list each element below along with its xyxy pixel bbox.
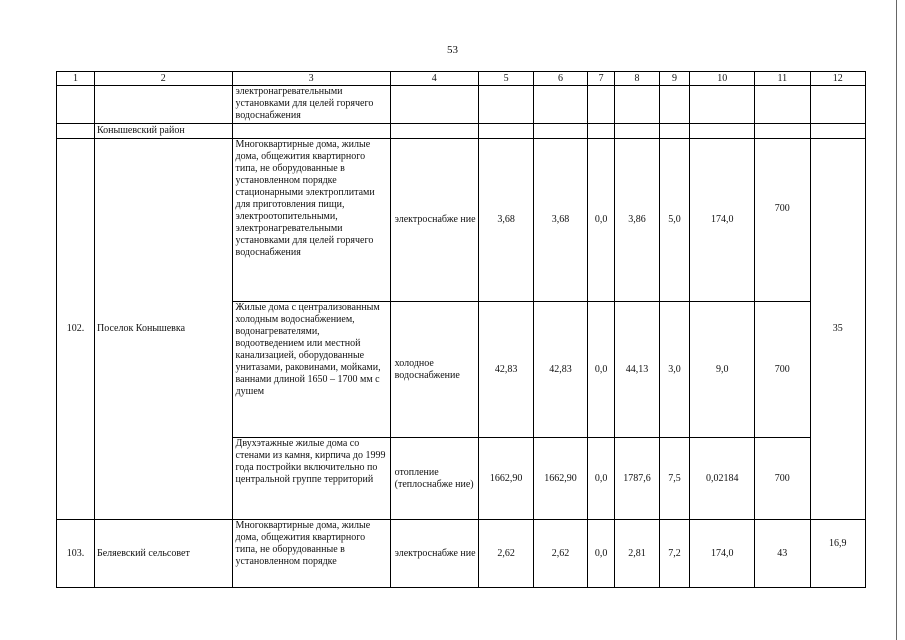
continuation-row <box>57 86 866 124</box>
housing-description: Многоквартирные дома, жилые дома, общежития квартирного типа, не оборудованные в установленном порядке <box>232 520 390 588</box>
cell-col8: 1787,6 <box>615 438 659 520</box>
table-row <box>57 139 866 302</box>
cell-col11: 43 <box>755 520 810 588</box>
cell-col7: 0,0 <box>587 438 615 520</box>
service-type: отопление (теплоснабже ние) <box>390 438 478 520</box>
cell-col5: 1662,90 <box>478 438 533 520</box>
housing-description: Многоквартирные дома, жилые дома, общежития квартирного типа, не оборудованные в установленном порядке стационарными электроплитами для приготовления пищи, электроотопительными, электронагревательными установками для целей горячего водоснабжения <box>232 139 390 302</box>
cell-col11: 700 <box>755 438 810 520</box>
cell-col10: 174,0 <box>690 520 755 588</box>
cell-col7: 0,0 <box>587 520 615 588</box>
col-header-6: 6 <box>534 72 587 86</box>
service-type: электроснабже ние <box>390 520 478 588</box>
cell-col10: 0,02184 <box>690 438 755 520</box>
cell-col5: 3,68 <box>478 139 533 302</box>
cell-col10: 9,0 <box>690 302 755 438</box>
row-number: 102. <box>57 139 95 520</box>
cell-col8: 3,86 <box>615 139 659 302</box>
cell-col10: 174,0 <box>690 139 755 302</box>
page-edge-line <box>896 0 897 640</box>
cell-col5: 2,62 <box>478 520 533 588</box>
col-header-5: 5 <box>478 72 533 86</box>
district-name: Конышевский район <box>94 124 232 139</box>
cell-col6: 1662,90 <box>534 438 587 520</box>
place-name: Поселок Конышевка <box>94 139 232 520</box>
cell-col8: 44,13 <box>615 302 659 438</box>
cell-col5: 42,83 <box>478 302 533 438</box>
cell-col9: 5,0 <box>659 139 690 302</box>
col-header-4: 4 <box>390 72 478 86</box>
housing-description: Жилые дома с централизованным холодным водоснабжением, водонагревателями, водоотведением или местной канализацией, оборудованные унитазами, раковинами, мойками, ваннами длиной 1650 – 1700 мм с душем <box>232 302 390 438</box>
col-header-2: 2 <box>94 72 232 86</box>
cell-col9: 7,2 <box>659 520 690 588</box>
col-header-9: 9 <box>659 72 690 86</box>
cell-col6: 42,83 <box>534 302 587 438</box>
housing-description: Двухэтажные жилые дома со стенами из камня, кирпича до 1999 года постройки включительно по центральной группе территорий <box>232 438 390 520</box>
cell-col9: 3,0 <box>659 302 690 438</box>
col-header-11: 11 <box>755 72 810 86</box>
cell-col11: 700 <box>755 139 810 302</box>
table-row <box>57 520 866 588</box>
cell-col12: 35 <box>810 139 866 520</box>
cell-col6: 3,68 <box>534 139 587 302</box>
col-header-7: 7 <box>587 72 615 86</box>
cell-col12: 16,9 <box>810 520 866 588</box>
col-header-10: 10 <box>690 72 755 86</box>
col-header-12: 12 <box>810 72 866 86</box>
continuation-desc: электронагревательными установками для целей горячего водоснабжения <box>232 86 390 124</box>
service-type: электроснабже ние <box>390 139 478 302</box>
tariff-table <box>56 71 866 588</box>
page-number: 53 <box>447 44 458 56</box>
col-header-3: 3 <box>232 72 390 86</box>
service-type: холодное водоснабжение <box>390 302 478 438</box>
cell-col7: 0,0 <box>587 302 615 438</box>
header-row <box>57 72 866 86</box>
cell-col9: 7,5 <box>659 438 690 520</box>
cell-col6: 2,62 <box>534 520 587 588</box>
cell-col7: 0,0 <box>587 139 615 302</box>
col-header-1: 1 <box>57 72 95 86</box>
cell-col8: 2,81 <box>615 520 659 588</box>
district-row <box>57 124 866 139</box>
place-name: Беляевский сельсовет <box>94 520 232 588</box>
row-number: 103. <box>57 520 95 588</box>
cell-col11: 700 <box>755 302 810 438</box>
col-header-8: 8 <box>615 72 659 86</box>
